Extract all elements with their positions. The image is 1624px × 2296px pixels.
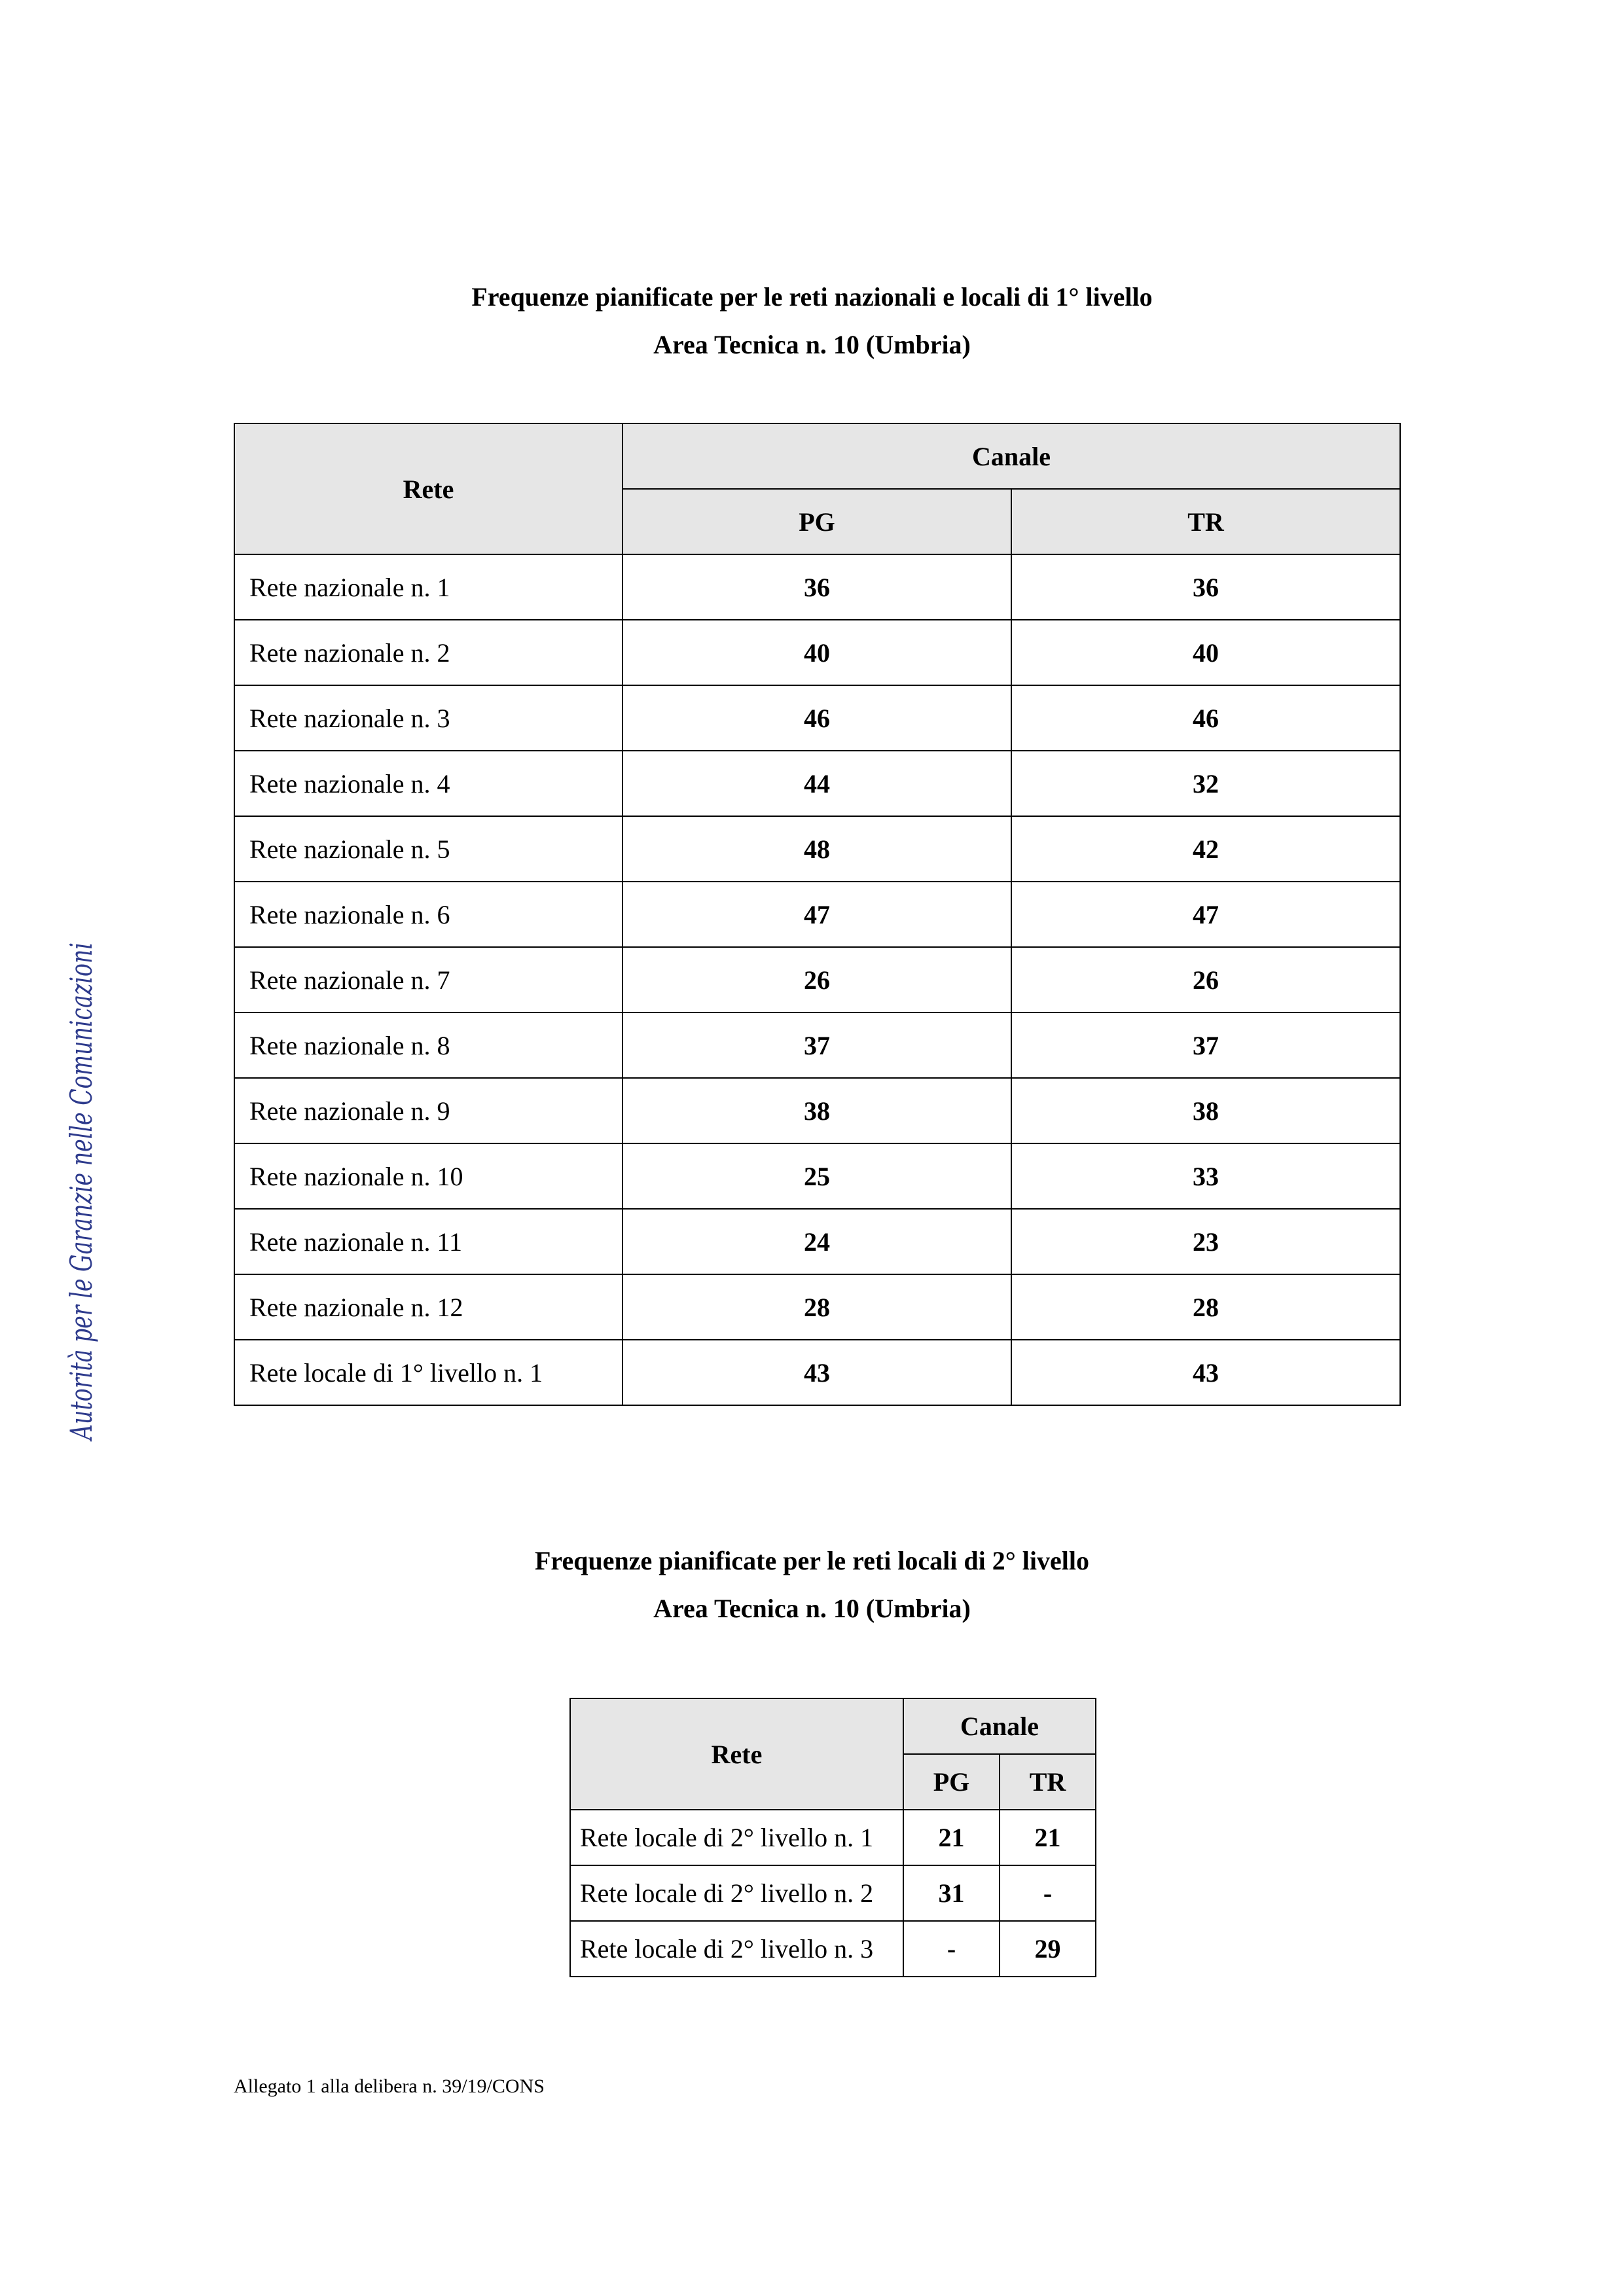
header-tr: TR xyxy=(1011,489,1400,554)
table-row xyxy=(234,1340,1400,1405)
table-row xyxy=(234,1209,1400,1274)
footer-note: Allegato 1 alla delibera n. 39/19/CONS xyxy=(234,2075,545,2097)
header-canale: Canale xyxy=(623,423,1400,489)
cell-pg: 40 xyxy=(623,620,1011,685)
table-row xyxy=(234,947,1400,1013)
cell-pg: 36 xyxy=(623,554,1011,620)
table-row xyxy=(234,1143,1400,1209)
cell-pg: 21 xyxy=(903,1810,1000,1865)
cell-pg: 47 xyxy=(623,882,1011,947)
table-row xyxy=(234,751,1400,816)
header-canale: Canale xyxy=(903,1698,1096,1754)
cell-tr: 28 xyxy=(1011,1274,1400,1340)
cell-tr: 32 xyxy=(1011,751,1400,816)
cell-rete: Rete nazionale n. 11 xyxy=(234,1209,623,1274)
cell-pg: 43 xyxy=(623,1340,1011,1405)
agcom-watermark xyxy=(63,751,111,1446)
header-pg: PG xyxy=(623,489,1011,554)
cell-tr: 29 xyxy=(1000,1921,1096,1977)
cell-rete: Rete locale di 1° livello n. 1 xyxy=(234,1340,623,1405)
svg-text:Autorità per le Garanzie nelle: Autorità per le Garanzie nelle Comunicazioni xyxy=(63,751,99,1440)
table-row xyxy=(234,816,1400,882)
cell-rete: Rete locale di 2° livello n. 1 xyxy=(570,1810,903,1865)
cell-tr: 47 xyxy=(1011,882,1400,947)
table-reti-locali-2-livello xyxy=(569,1698,1096,1977)
header-tr: TR xyxy=(1000,1754,1096,1810)
table-row xyxy=(234,1013,1400,1078)
cell-pg: - xyxy=(903,1921,1000,1977)
cell-tr: 26 xyxy=(1011,947,1400,1013)
table-row xyxy=(234,685,1400,751)
cell-tr: 21 xyxy=(1000,1810,1096,1865)
header-pg: PG xyxy=(903,1754,1000,1810)
cell-rete: Rete nazionale n. 7 xyxy=(234,947,623,1013)
cell-pg: 26 xyxy=(623,947,1011,1013)
cell-tr: 36 xyxy=(1011,554,1400,620)
table-row xyxy=(234,620,1400,685)
table2-title: Frequenze pianificate per le reti locali di 2° livello xyxy=(535,1546,1089,1575)
table-row xyxy=(234,882,1400,947)
cell-pg: 25 xyxy=(623,1143,1011,1209)
table-row xyxy=(234,554,1400,620)
cell-tr: 42 xyxy=(1011,816,1400,882)
cell-pg: 44 xyxy=(623,751,1011,816)
cell-pg: 28 xyxy=(623,1274,1011,1340)
cell-tr: 33 xyxy=(1011,1143,1400,1209)
table-row xyxy=(234,1078,1400,1143)
cell-tr: - xyxy=(1000,1865,1096,1921)
cell-rete: Rete nazionale n. 4 xyxy=(234,751,623,816)
cell-rete: Rete nazionale n. 12 xyxy=(234,1274,623,1340)
cell-rete: Rete nazionale n. 1 xyxy=(234,554,623,620)
cell-pg: 46 xyxy=(623,685,1011,751)
cell-tr: 37 xyxy=(1011,1013,1400,1078)
table-row xyxy=(570,1810,1096,1865)
cell-rete: Rete nazionale n. 9 xyxy=(234,1078,623,1143)
cell-pg: 48 xyxy=(623,816,1011,882)
cell-rete: Rete nazionale n. 5 xyxy=(234,816,623,882)
cell-rete: Rete locale di 2° livello n. 3 xyxy=(570,1921,903,1977)
cell-tr: 43 xyxy=(1011,1340,1400,1405)
cell-rete: Rete nazionale n. 10 xyxy=(234,1143,623,1209)
cell-rete: Rete nazionale n. 3 xyxy=(234,685,623,751)
cell-tr: 40 xyxy=(1011,620,1400,685)
cell-pg: 37 xyxy=(623,1013,1011,1078)
header-rete: Rete xyxy=(570,1698,903,1810)
cell-rete: Rete nazionale n. 8 xyxy=(234,1013,623,1078)
cell-tr: 23 xyxy=(1011,1209,1400,1274)
table-row xyxy=(570,1921,1096,1977)
cell-pg: 24 xyxy=(623,1209,1011,1274)
header-rete: Rete xyxy=(234,423,623,554)
cell-rete: Rete nazionale n. 6 xyxy=(234,882,623,947)
table-row xyxy=(570,1865,1096,1921)
cell-pg: 38 xyxy=(623,1078,1011,1143)
cell-pg: 31 xyxy=(903,1865,1000,1921)
table-row xyxy=(234,1274,1400,1340)
cell-rete: Rete locale di 2° livello n. 2 xyxy=(570,1865,903,1921)
cell-tr: 38 xyxy=(1011,1078,1400,1143)
table1-title: Frequenze pianificate per le reti nazionali e locali di 1° livello xyxy=(471,282,1153,312)
table-reti-nazionali xyxy=(234,423,1401,1406)
table1-subtitle: Area Tecnica n. 10 (Umbria) xyxy=(653,330,971,359)
cell-rete: Rete nazionale n. 2 xyxy=(234,620,623,685)
table2-subtitle: Area Tecnica n. 10 (Umbria) xyxy=(653,1594,971,1623)
cell-tr: 46 xyxy=(1011,685,1400,751)
